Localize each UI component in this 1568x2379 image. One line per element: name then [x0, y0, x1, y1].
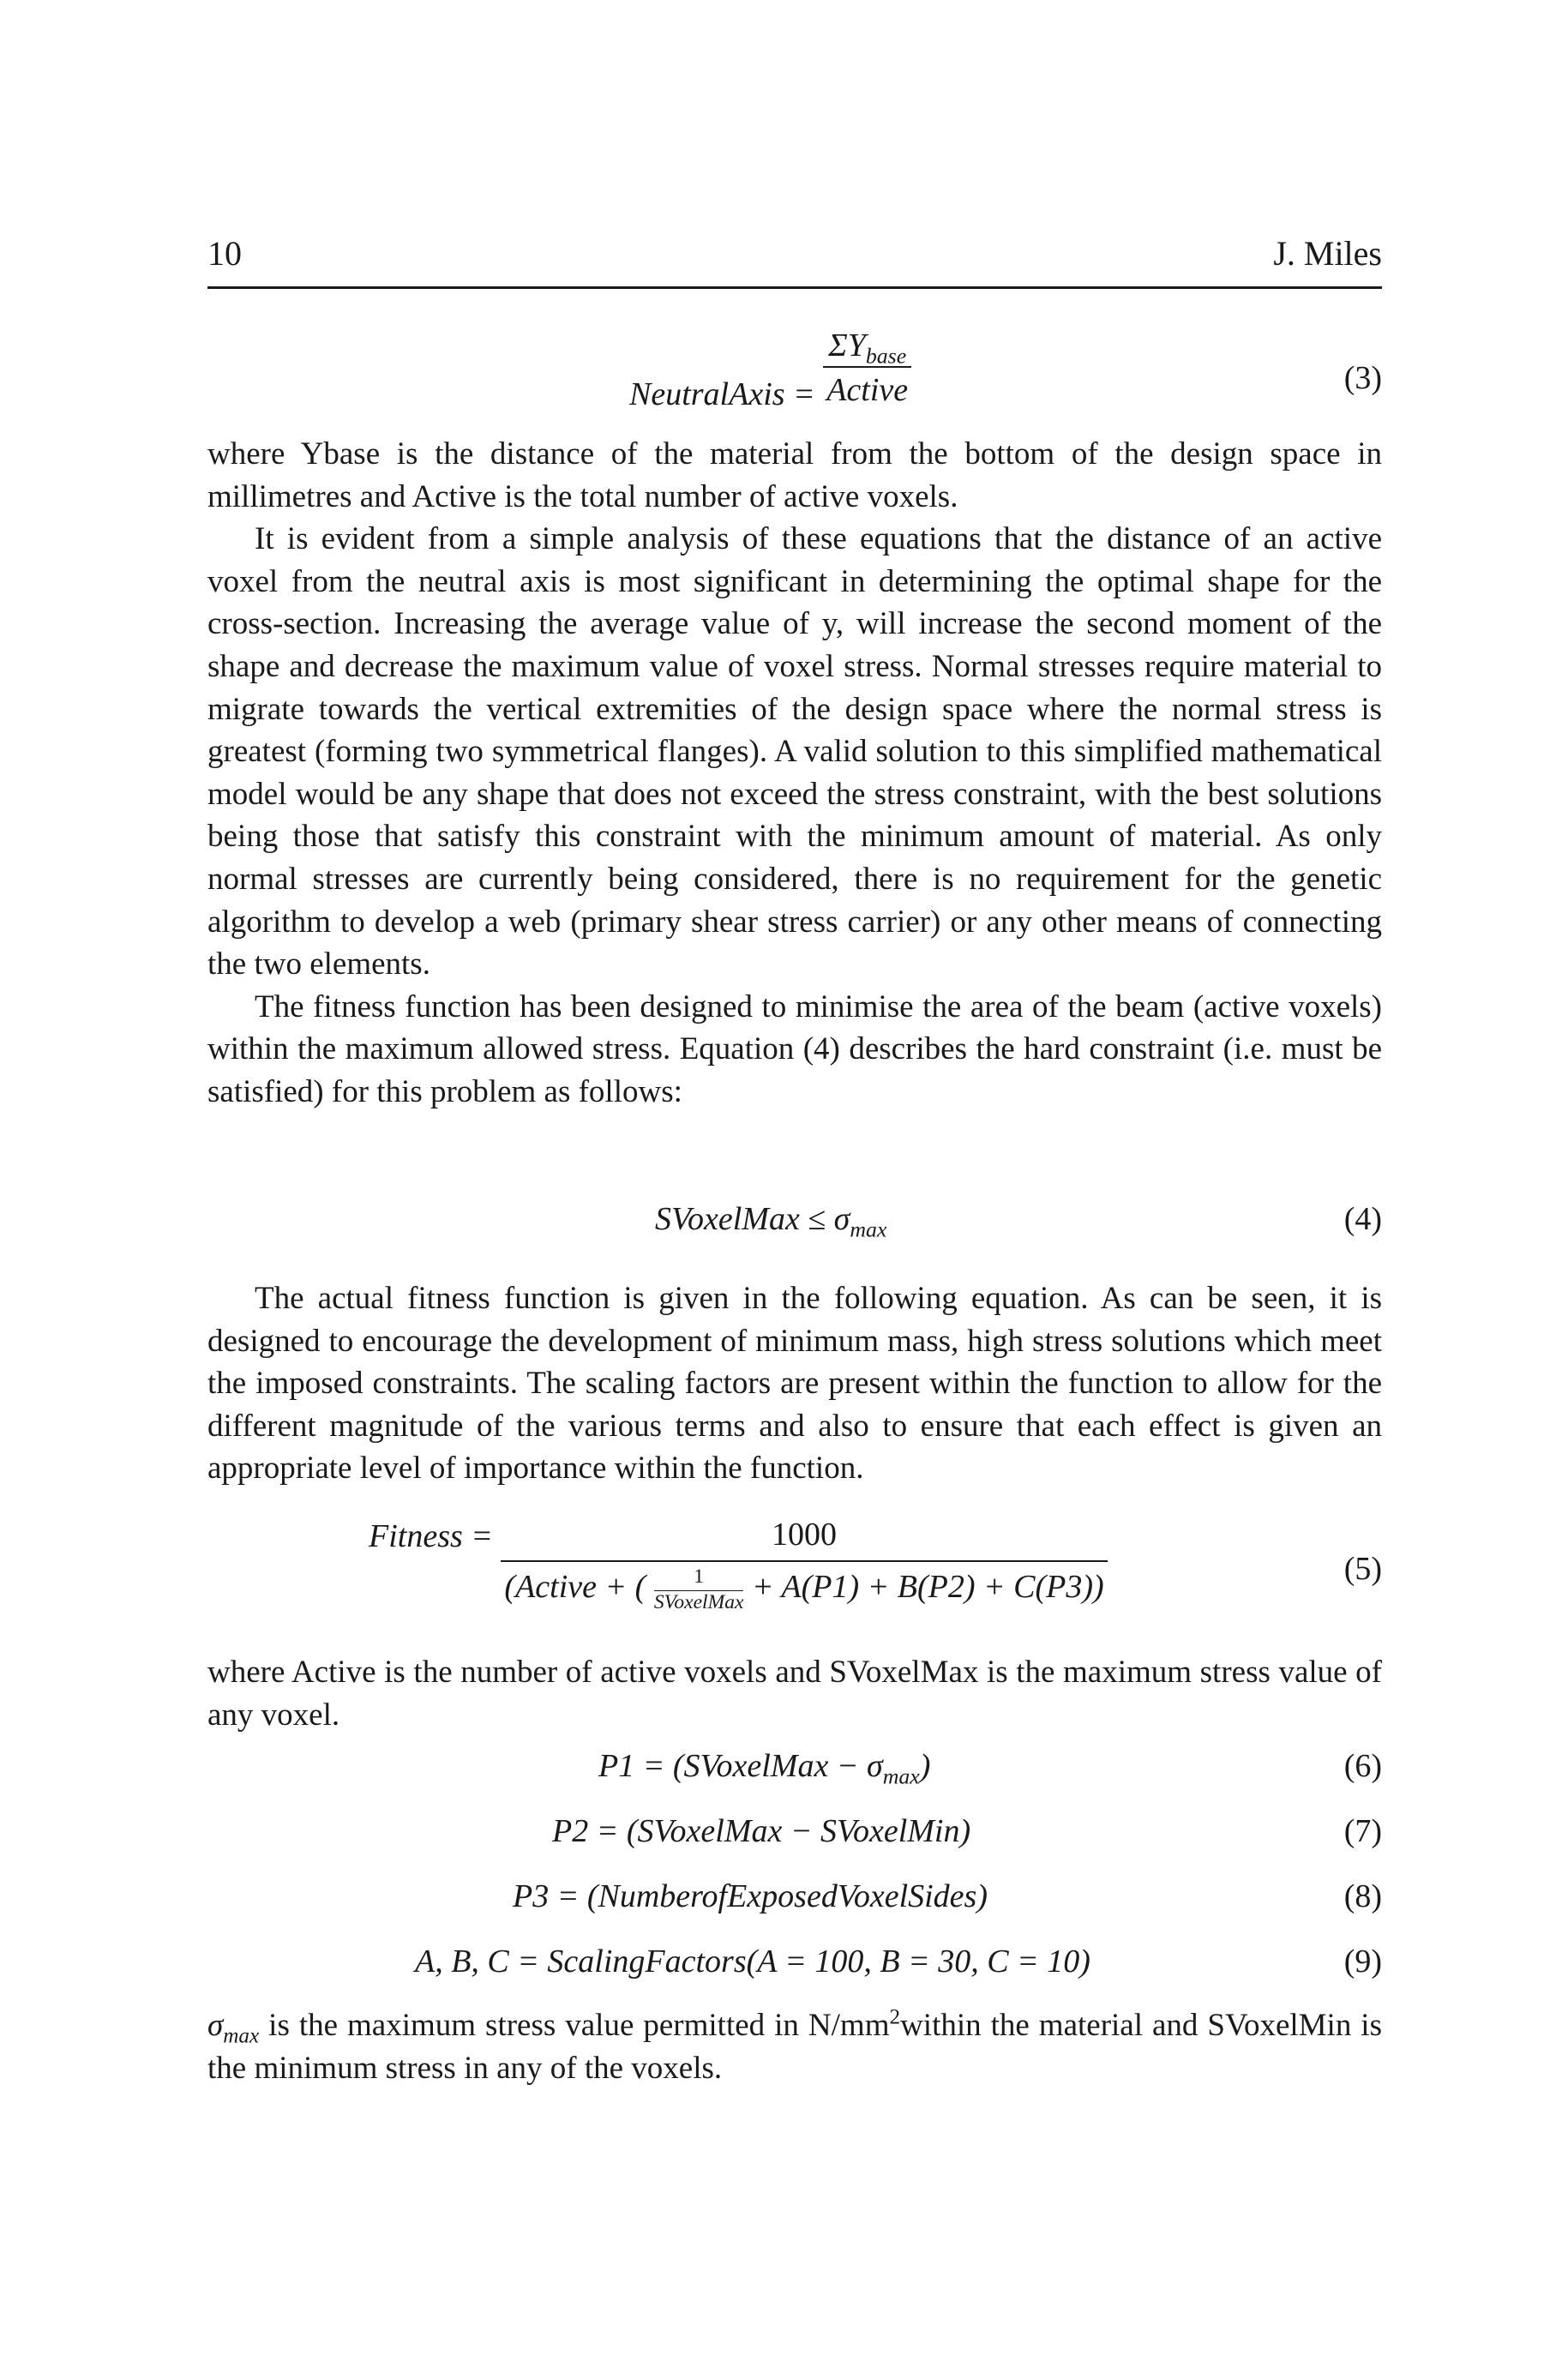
eq5-den-rest: + A(P1) + B(P2) + C(P3)): [751, 1569, 1104, 1606]
equation-7: [207, 1812, 1382, 1860]
sigma-sub: max: [223, 2024, 260, 2048]
eq6-post: ): [919, 1748, 931, 1784]
text-block-1: [207, 433, 1382, 1114]
equation-5: [207, 1516, 1382, 1627]
paragraph-3: The fitness function has been designed to minimise the area of the beam (active voxels) within the maximum allowed stress. Equation (4) describes the hard constraint (i.e. must be satisfied) for this problem as follows:: [207, 988, 1382, 1109]
paragraph-5: where Active is the number of active voxels and SVoxelMax is the maximum stress value of any voxel.: [207, 1655, 1382, 1733]
unit-superscript: 2: [889, 2005, 901, 2029]
equation-number-3: (3): [1343, 360, 1382, 396]
equation-8: [207, 1877, 1382, 1925]
eq4-body: SVoxelMax ≤ σ: [655, 1201, 850, 1237]
equation-3: [207, 327, 1382, 424]
page-number: 10: [207, 234, 242, 273]
paragraph-4: The actual fitness function is given in the following equation. As can be seen, it is designed to encourage the development of minimum mass, high stress solutions which meet the imposed constraints. The scaling factors are present within the function to allow for the different magnitude of the various terms and also to ensure that each effect is given an appropriate level of importance within the function.: [207, 1281, 1382, 1487]
text-block-3: [207, 1651, 1382, 1736]
equation-6: [207, 1747, 1382, 1795]
equation-9: [207, 1943, 1382, 1991]
sigma-symbol: σ: [207, 2008, 224, 2043]
equation-4: [207, 1200, 1382, 1252]
paragraph-6-part2: within the material and SVoxelMin is the minimum stress in any of the voxels.: [207, 2008, 1382, 2086]
eq8-body: P3 = (NumberofExposedVoxelSides): [513, 1878, 988, 1914]
eq5-inner-num: 1: [654, 1565, 744, 1591]
text-block-2: [207, 1277, 1382, 1490]
running-head: [207, 230, 1382, 278]
eq3-lhs: NeutralAxis =: [629, 375, 815, 412]
eq7-body: P2 = (SVoxelMax − SVoxelMin): [552, 1813, 971, 1849]
eq6-sub: max: [882, 1763, 920, 1789]
equation-number-7: (7): [1343, 1813, 1382, 1849]
equation-number-5: (5): [1343, 1551, 1382, 1587]
eq5-lhs: Fitness =: [369, 1518, 493, 1555]
eq4-sub: max: [850, 1217, 887, 1242]
paragraph-1: where Ybase is the distance of the material from the bottom of the design space in millimetres and Active is the total number of active voxels.: [207, 436, 1382, 514]
eq5-numerator: 1000: [501, 1516, 1107, 1562]
equation-number-4: (4): [1343, 1201, 1382, 1237]
eq3-denominator: Active: [826, 372, 909, 408]
running-author: J. Miles: [1273, 234, 1382, 273]
equation-number-6: (6): [1343, 1748, 1382, 1784]
text-block-4: [207, 2004, 1382, 2089]
eq5-inner-den: SVoxelMax: [653, 1591, 744, 1613]
eq5-inner-fraction: [654, 1565, 744, 1614]
eq5-fraction: [501, 1516, 1107, 1614]
eq6-pre: P1 = (SVoxelMax − σ: [598, 1748, 883, 1784]
equation-number-9: (9): [1343, 1943, 1382, 1979]
header-rule: [207, 286, 1382, 289]
paragraph-2: It is evident from a simple analysis of these equations that the distance of an active voxel from the neutral axis is most significant in determining the optimal shape for the cross-section. Increasing the average value of y, will increase the second moment of the shape and decrease the maximum value of voxel stress. Normal stresses require material to migrate towards the vertical extremities of the design space where the normal stress is greatest (forming two symmetrical flanges). A valid solution to this simplified mathematical model would be any shape that does not exceed the stress constraint, with the best solutions being those that satisfy this constraint with the minimum amount of material. As only normal stresses are currently being considered, there is no requirement for the genetic algorithm to develop a web (primary shear stress carrier) or any other means of connecting the two elements.: [207, 521, 1382, 982]
eq3-numerator: ΣY: [828, 327, 866, 363]
equation-number-8: (8): [1343, 1878, 1382, 1914]
eq9-body: A, B, C = ScalingFactors(A = 100, B = 30, C = 10): [415, 1943, 1090, 1979]
eq3-numerator-sub: base: [865, 343, 907, 369]
paragraph-6: [207, 2004, 1382, 2089]
eq5-den-open: (Active + (: [504, 1569, 646, 1606]
paragraph-6-part1: is the maximum stress value permitted in N/mm: [259, 2008, 890, 2043]
eq3-fraction: [823, 327, 911, 409]
